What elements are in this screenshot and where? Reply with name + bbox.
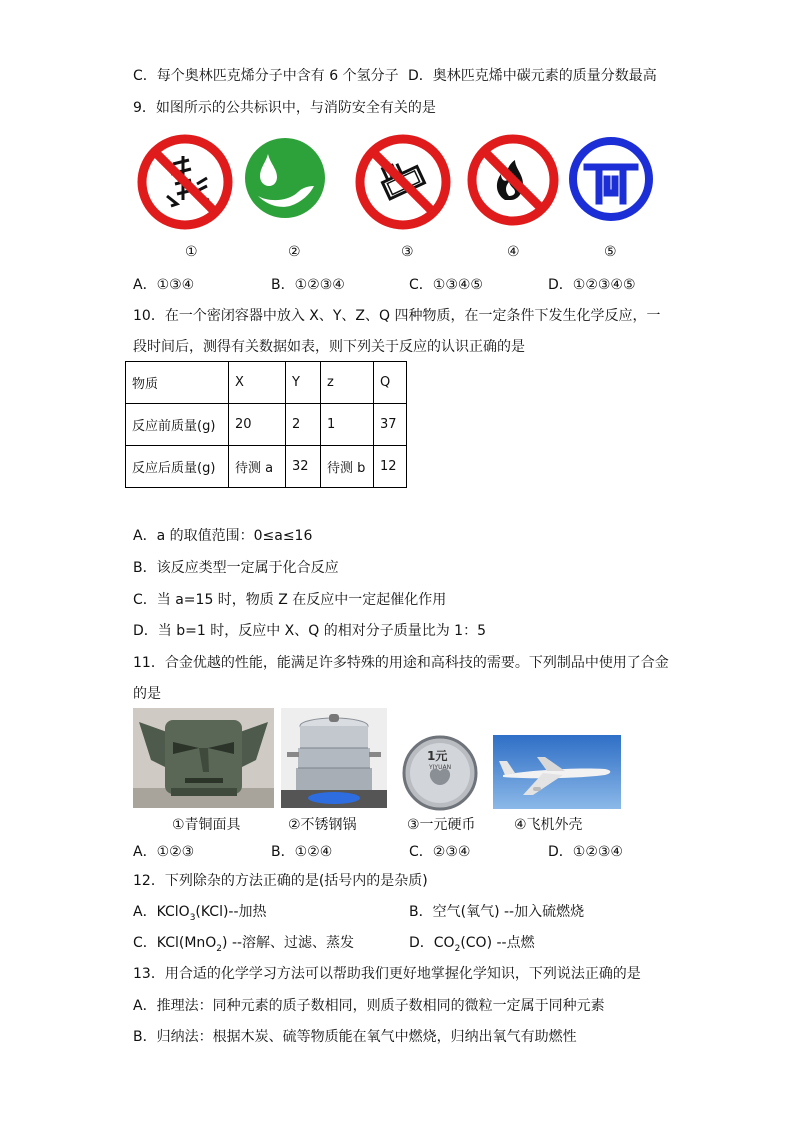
no-fireworks-sign-icon bbox=[137, 134, 233, 230]
water-saving-sign-icon bbox=[244, 136, 326, 220]
q10-option-b: B．该反应类型一定属于化合反应 bbox=[133, 560, 339, 576]
airplane-photo bbox=[493, 735, 621, 809]
q9-option-d: D．①②③④⑤ bbox=[548, 277, 636, 293]
table-header-row bbox=[126, 362, 407, 404]
subscript: 2 bbox=[454, 943, 461, 954]
q12-option-a bbox=[133, 903, 267, 927]
q10-option-c: C．当 a=15 时，物质 Z 在反应中一定起催化作用 bbox=[133, 592, 447, 608]
q11-caption-4: ④飞机外壳 bbox=[514, 817, 583, 833]
table-cell: 反应前质量(g) bbox=[126, 404, 229, 446]
table-header-cell: Q bbox=[374, 362, 407, 404]
table-cell: 32 bbox=[286, 446, 321, 488]
one-yuan-coin-photo bbox=[401, 735, 479, 811]
q9-caption-5: ⑤ bbox=[604, 244, 617, 260]
q13-option-a: A．推理法：同种元素的质子数相同，则质子数相同的微粒一定属于同种元素 bbox=[133, 998, 605, 1014]
table-cell: 20 bbox=[229, 404, 286, 446]
q8-option-d: D．奥林匹克烯中碳元素的质量分数最高 bbox=[408, 68, 657, 84]
q11-stem-line1: 11．合金优越的性能，能满足许多特殊的用途和高科技的需要。下列制品中使用了合金 bbox=[133, 655, 669, 671]
q11-stem-line2: 的是 bbox=[133, 686, 161, 702]
q10-stem-line2: 段时间后，测得有关数据如表，则下列关于反应的认识正确的是 bbox=[133, 339, 525, 355]
q11-option-a: A．①②③ bbox=[133, 844, 195, 860]
q9-option-c: C．①③④⑤ bbox=[409, 277, 483, 293]
subscript: 2 bbox=[216, 943, 223, 954]
q12-option-c-formula: C．KCl(MnO bbox=[133, 935, 217, 951]
q12-option-d-method: (CO) --点燃 bbox=[460, 935, 535, 951]
q11-option-d: D．①②③④ bbox=[548, 844, 623, 860]
q9-option-b: B．①②③④ bbox=[271, 277, 345, 293]
q9-caption-4: ④ bbox=[507, 244, 520, 260]
table-header-cell: Y bbox=[286, 362, 321, 404]
table-cell: 待测 a bbox=[229, 446, 286, 488]
q10-option-d: D．当 b=1 时，反应中 X、Q 的相对分子质量比为 1：5 bbox=[133, 623, 486, 639]
table-header-cell: z bbox=[321, 362, 374, 404]
q10-option-a: A．a 的取值范围：0≤a≤16 bbox=[133, 528, 313, 544]
q9-caption-3: ③ bbox=[401, 244, 414, 260]
q12-option-d-formula: D．CO bbox=[409, 935, 455, 951]
coin-subtext: YIYUAN bbox=[429, 764, 452, 771]
q10-stem-line1: 10．在一个密闭容器中放入 X、Y、Z、Q 四种物质，在一定条件下发生化学反应，一 bbox=[133, 308, 661, 324]
q10-data-table bbox=[125, 361, 407, 488]
q13-stem: 13．用合适的化学学习方法可以帮助我们更好地掌握化学知识，下列说法正确的是 bbox=[133, 966, 641, 982]
table-row bbox=[126, 404, 407, 446]
q9-caption-1: ① bbox=[185, 244, 198, 260]
no-open-flame-sign-icon bbox=[467, 134, 559, 226]
q12-stem: 12．下列除杂的方法正确的是(括号内的是杂质) bbox=[133, 873, 428, 889]
coin-denomination: 1元 bbox=[427, 749, 448, 763]
q12-option-c bbox=[133, 934, 354, 958]
q9-option-a: A．①③④ bbox=[133, 277, 195, 293]
table-cell: 37 bbox=[374, 404, 407, 446]
stainless-pot-photo bbox=[281, 708, 387, 808]
table-cell: 12 bbox=[374, 446, 407, 488]
table-row bbox=[126, 446, 407, 488]
subscript: 3 bbox=[189, 912, 196, 923]
table-cell: 2 bbox=[286, 404, 321, 446]
q11-caption-1: ①青铜面具 bbox=[172, 817, 241, 833]
q11-option-b: B．①②④ bbox=[271, 844, 333, 860]
no-matches-sign-icon bbox=[355, 134, 451, 230]
table-header-cell: X bbox=[229, 362, 286, 404]
bronze-mask-photo bbox=[133, 708, 274, 808]
q9-caption-2: ② bbox=[288, 244, 301, 260]
q11-caption-3: ③一元硬币 bbox=[407, 817, 476, 833]
q12-option-a-method: (KCl)--加热 bbox=[195, 904, 267, 920]
q8-option-c: C．每个奥林匹克烯分子中含有 6 个氢分子 bbox=[133, 68, 399, 84]
q12-option-a-formula: A．KClO bbox=[133, 904, 190, 920]
table-cell: 反应后质量(g) bbox=[126, 446, 229, 488]
q13-option-b: B．归纳法：根据木炭、硫等物质能在氧气中燃烧，归纳出氧气有助燃性 bbox=[133, 1029, 577, 1045]
table-header-cell: 物质 bbox=[126, 362, 229, 404]
q9-stem: 9．如图所示的公共标识中，与消防安全有关的是 bbox=[133, 100, 436, 116]
q12-option-b: B．空气(氧气) --加入硫燃烧 bbox=[409, 904, 585, 920]
table-cell: 待测 b bbox=[321, 446, 374, 488]
q11-caption-2: ②不锈钢锅 bbox=[288, 817, 357, 833]
q11-option-c: C．②③④ bbox=[409, 844, 471, 860]
q12-option-d bbox=[409, 934, 535, 958]
blue-emblem-sign-icon bbox=[569, 137, 653, 221]
q12-option-c-method: ) --溶解、过滤、蒸发 bbox=[222, 935, 355, 951]
table-cell: 1 bbox=[321, 404, 374, 446]
